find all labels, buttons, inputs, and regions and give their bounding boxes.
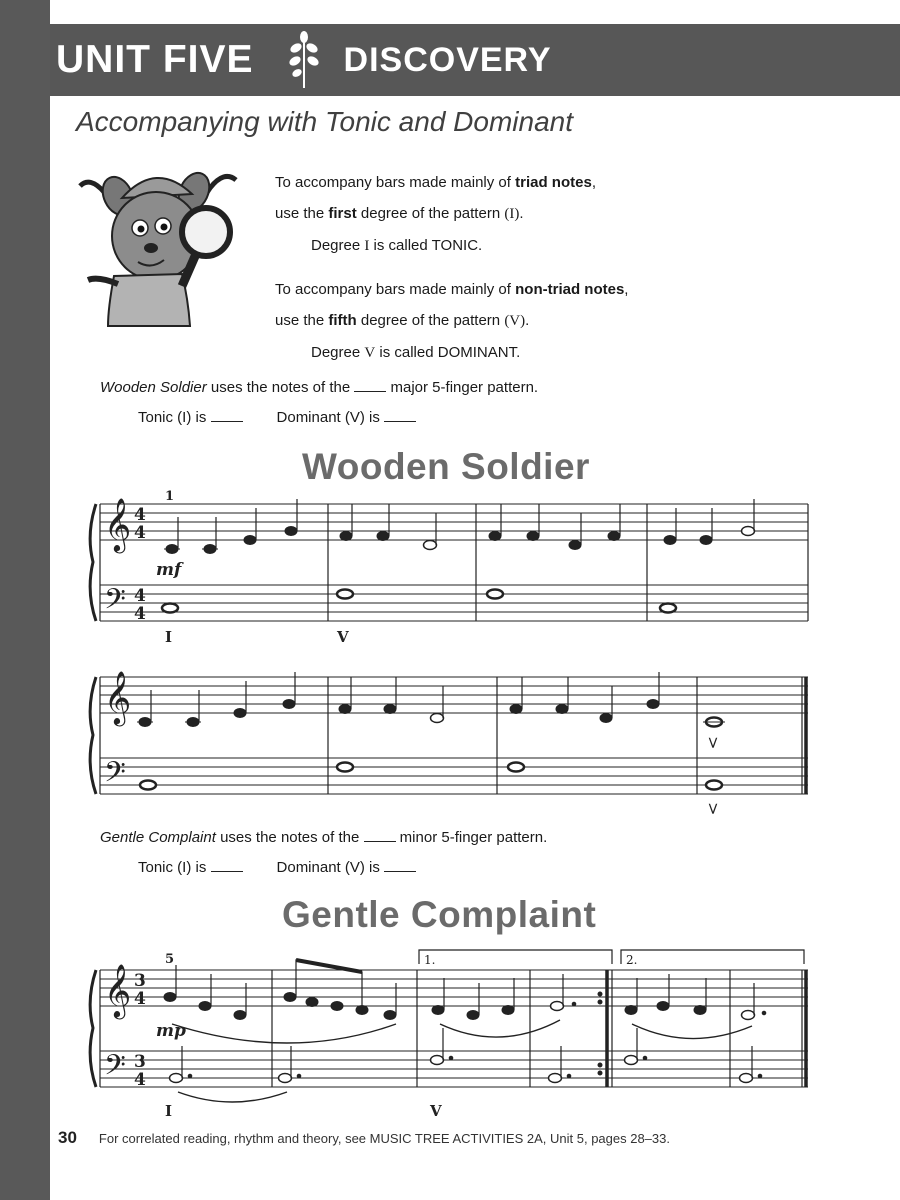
system-braces — [90, 504, 96, 1087]
notes-system-1 — [162, 499, 755, 613]
svg-text:4: 4 — [134, 989, 146, 1009]
unit-label: UNIT FIVE — [56, 38, 254, 81]
instruction-line: To accompany bars made mainly of triad notes, — [275, 174, 596, 191]
staff-lines — [100, 504, 808, 1087]
page-number: 30 — [58, 1128, 77, 1147]
treble-clef-icon: 𝄞 — [104, 670, 132, 724]
instruction-line: use the fifth degree of the pattern (V). — [275, 312, 530, 329]
finger-number: 1 — [165, 489, 175, 504]
barlines — [100, 504, 808, 1087]
roman-numeral: V — [337, 628, 349, 646]
page-subtitle: Accompanying with Tonic and Dominant — [76, 106, 574, 137]
svg-text:4: 4 — [134, 505, 146, 525]
question-tonic-dominant-2: Tonic (I) is Dominant (V) is — [138, 859, 416, 876]
question-tonic-dominant-1: Tonic (I) is Dominant (V) is — [138, 409, 416, 426]
svg-text:4: 4 — [134, 604, 146, 624]
svg-text:3: 3 — [134, 1052, 146, 1072]
treble-clef-icon: 𝄞 — [104, 963, 132, 1017]
clefs — [104, 497, 131, 1089]
instruction-line: use the first degree of the pattern (I). — [275, 205, 524, 222]
treble-clef-icon: 𝄞 — [104, 497, 132, 551]
bass-clef-icon: 𝄢 — [104, 1049, 126, 1089]
slurs — [172, 1020, 752, 1102]
notes-system-3 — [164, 960, 766, 1083]
instruction-line: To accompany bars made mainly of non-triad notes, — [275, 281, 629, 298]
dominant-definition: Degree V is called DOMINANT. — [311, 344, 521, 361]
time-signatures — [134, 505, 146, 1090]
svg-text:4: 4 — [134, 523, 146, 543]
section-label: DISCOVERY — [343, 40, 552, 79]
question-pattern-minor: Gentle Complaint uses the notes of the minor 5-finger pattern. — [100, 829, 548, 846]
ending-label: 2. — [626, 953, 638, 967]
bass-clef-icon: 𝄢 — [104, 583, 126, 623]
page-footer — [58, 1128, 898, 1148]
tonic-definition: Degree I is called TONIC. — [311, 237, 483, 254]
notes-system-2 — [137, 672, 725, 790]
svg-text:4: 4 — [134, 586, 146, 606]
ending-label: 1. — [424, 953, 436, 967]
ending-brackets — [419, 950, 804, 964]
finger-number: 5 — [165, 952, 175, 967]
footer-note: For correlated reading, rhythm and theory, see MUSIC TREE ACTIVITIES 2A, Unit 5, pages 28–33. — [98, 1131, 670, 1146]
svg-text:4: 4 — [134, 1070, 146, 1090]
roman-numeral: I — [165, 1102, 173, 1120]
accent-mark: > — [704, 736, 723, 750]
dynamic-mark: mp — [156, 1021, 186, 1041]
score-annotations — [156, 489, 723, 1120]
dynamic-mark: mf — [156, 560, 182, 580]
question-pattern-major: Wooden Soldier uses the notes of the major 5-finger pattern. — [100, 379, 539, 396]
roman-numeral: V — [430, 1102, 442, 1120]
svg-text:3: 3 — [134, 971, 146, 991]
piece-title-gentle-complaint: Gentle Complaint — [282, 894, 597, 935]
piece-title-wooden-soldier: Wooden Soldier — [302, 446, 590, 487]
roman-numeral: I — [165, 628, 173, 646]
bass-clef-icon: 𝄢 — [104, 756, 126, 796]
accent-mark: > — [704, 802, 723, 816]
